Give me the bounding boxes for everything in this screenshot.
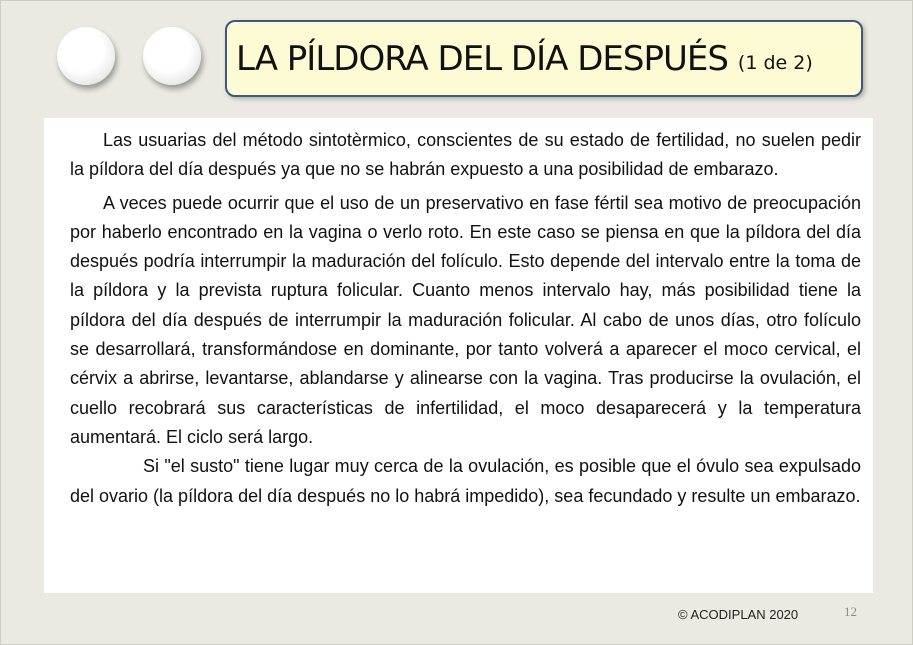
title-box bbox=[225, 20, 863, 97]
page-number: 12 bbox=[844, 604, 857, 619]
paragraph-1: Las usuarias del método sintotèrmico, conscientes de su estado de fertilidad, no suelen pedir la píldora del día después ya que no se habrán expuesto a una posibilidad de embarazo. bbox=[70, 130, 861, 180]
pill-icon bbox=[143, 27, 201, 85]
pill-icon bbox=[57, 27, 115, 85]
copyright-notice: © ACODIPLAN 2020 bbox=[678, 607, 799, 622]
content-panel bbox=[44, 118, 873, 593]
page-subtitle: (1 de 2) bbox=[737, 51, 813, 74]
page-title: LA PÍLDORA DEL DÍA DESPUÉS bbox=[236, 38, 728, 79]
paragraph-3: Si "el susto" tiene lugar muy cerca de la ovulación, es posible que el óvulo sea expulsado del ovario (la píldora del día después no lo habrá impedido), sea fecundado y resulte un embarazo. bbox=[70, 456, 861, 506]
paragraph-2: A veces puede ocurrir que el uso de un preservativo en fase fértil sea motivo de preocupación por haberlo encontrado en la vagina o verlo roto. En este caso se piensa en que la píldora del día después podría interrumpir la maduración del folículo. Esto depende del intervalo entre la toma de la píldora y la prevista ruptura folicular. Cuanto menos intervalo hay, más posibilidad tiene la píldora del día después de interrumpir la maduración folicular. Al cabo de unos días, otro folículo se desarrollará, transformándose en dominante, por tanto volverá a aparecer el moco cervical, el cérvix a abrirse, levantarse, ablandarse y alinearse con la vagina. Tras producirse la ovulación, el cuello recobrará sus características de infertilidad, el moco desaparecerá y la temperatura aumentará. El ciclo será largo. bbox=[70, 192, 861, 447]
